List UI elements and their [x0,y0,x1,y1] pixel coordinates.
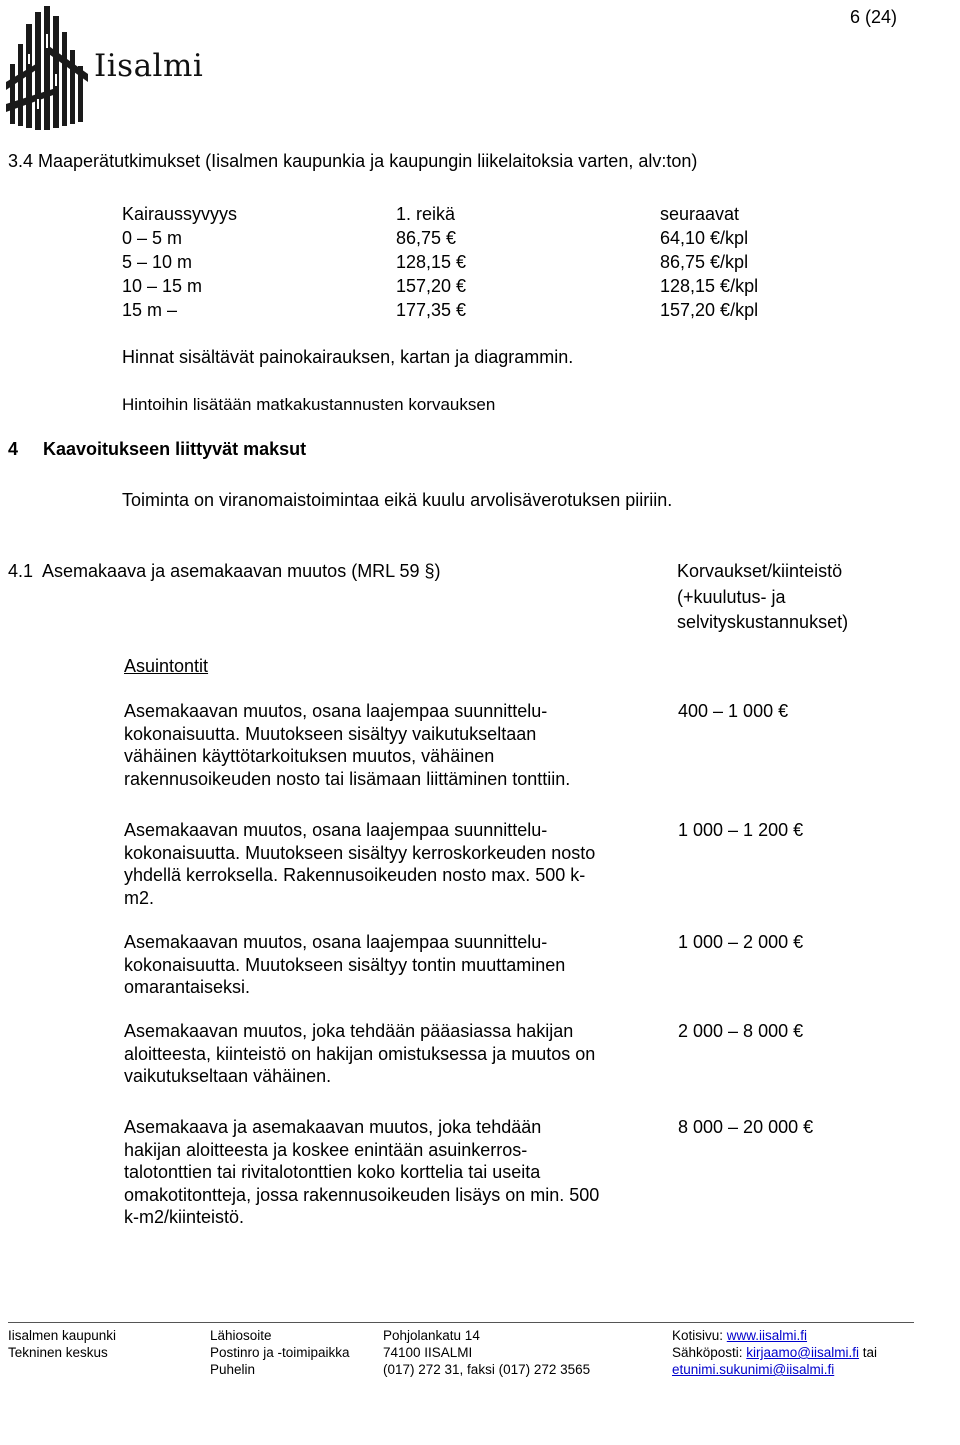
description-line: kokonaisuutta. Muutokseen sisältyy vaikutukseltaan [124,723,537,744]
table-cell-depth: 15 m – [122,300,178,320]
description-line: omarantaiseksi. [124,977,251,997]
table-cell-first: 157,20 € [396,276,467,296]
description-line: yhdellä kerroksella. Rakennusoikeuden nosto max. 500 k- [124,865,586,885]
fee-column-subheader: (+kuulutus- ja [677,587,786,607]
section-3-4-title: 3.4 Maaperätutkimukset (Iisalmen kaupunkia ja kaupungin liikelaitoksia varten, alv:ton) [8,151,698,171]
table-cell-depth: 10 – 15 m [122,276,203,296]
footer-text: (017) 272 31, faksi (017) 272 3565 [383,1362,591,1377]
description-line: omakotitontteja, jossa rakennusoikeuden lisäys on min. 500 [124,1184,600,1205]
email-label: Sähköposti: [672,1345,747,1360]
fee-item-description [124,931,654,999]
description-line: aloitteesta, kiinteistö on hakijan omistuksessa ja muutos on [124,1043,596,1064]
fee-item-description [124,1020,654,1088]
description-line: Asemakaavan muutos, osana laajempaa suunnittelu- [124,701,548,721]
fee-column-header: Korvaukset/kiinteistö [677,561,843,581]
description-line: rakennusoikeuden nosto tai lisämaan liittäminen tonttiin. [124,768,571,789]
footer-text: Iisalmen kaupunki [8,1328,117,1343]
vat-note: Toiminta on viranomaistoimintaa eikä kuulu arvolisäverotuksen piiriin. [122,490,673,510]
description-line: vähäinen käyttötarkoituksen muutos, vähäinen [124,746,495,766]
footer-organization [8,1327,116,1361]
email-suffix: tai [859,1345,878,1360]
fee-amount: 2 000 – 8 000 € [678,1021,804,1041]
footer-text: Pohjolankatu 14 [383,1328,480,1343]
section-4-1-title: 4.1 Asemakaava ja asemakaavan muutos (MRL 59 §) [8,561,441,581]
description-line: hakijan aloitteesta ja koskee enintään asuinkerros- [124,1139,528,1160]
homepage-link[interactable]: www.iisalmi.fi [726,1328,808,1343]
table-cell-first: 86,75 € [396,228,457,248]
iisalmi-logo [6,4,204,132]
footer-text: Lähiosoite [210,1328,272,1343]
table-cell-depth: 5 – 10 m [122,252,193,272]
table-header-following: seuraavat [660,204,740,224]
footer-email [672,1344,877,1361]
footer-divider [8,1322,914,1323]
footer-address-values [383,1327,590,1378]
travel-cost-note: Hintoihin lisätään matkakustannusten korvauksen [122,395,496,414]
footer-homepage [672,1327,877,1344]
description-line: Asemakaava ja asemakaavan muutos, joka tehdään [124,1117,542,1137]
logo-emblem-icon [6,4,96,132]
price-note: Hinnat sisältävät painokairauksen, kartan ja diagrammin. [122,347,574,367]
fee-column-subheader: selvityskustannukset) [677,612,849,632]
description-line: kokonaisuutta. Muutokseen sisältyy kerroskorkeuden nosto [124,842,596,863]
email-link[interactable]: kirjaamo@iisalmi.fi [746,1345,860,1360]
description-line: Asemakaavan muutos, osana laajempaa suunnittelu- [124,820,548,840]
description-line: Asemakaavan muutos, joka tehdään pääasiassa hakijan [124,1021,574,1041]
fee-amount: 1 000 – 2 000 € [678,932,804,952]
table-cell-following: 157,20 €/kpl [660,300,759,320]
fee-item-description [124,700,654,790]
section-4-title: 4 Kaavoitukseen liittyvät maksut [8,439,307,459]
table-cell-first: 177,35 € [396,300,467,320]
subheading-residential: Asuintontit [124,656,209,676]
fee-item-description [124,1116,654,1229]
table-cell-first: 128,15 € [396,252,467,272]
description-line: kokonaisuutta. Muutokseen sisältyy tontin muuttaminen [124,954,566,975]
description-line: m2. [124,887,155,908]
footer-text: Postinro ja -toimipaikka [210,1345,350,1360]
table-cell-depth: 0 – 5 m [122,228,183,248]
fee-amount: 1 000 – 1 200 € [678,820,804,840]
table-header-depth: Kairaussyvyys [122,204,238,224]
description-line: talotonttien tai rivitalotonttien koko korttelia tai useita [124,1162,541,1182]
table-header-first-hole: 1. reikä [396,204,456,224]
fee-item-description [124,819,654,909]
footer-text: Tekninen keskus [8,1345,108,1360]
homepage-label: Kotisivu: [672,1328,727,1343]
footer-text: 74100 IISALMI [383,1345,473,1360]
table-cell-following: 64,10 €/kpl [660,228,749,248]
description-line: vaikutukseltaan vähäinen. [124,1066,332,1086]
description-line: k-m2/kiinteistö. [124,1207,245,1227]
table-cell-following: 86,75 €/kpl [660,252,749,272]
footer-text: Puhelin [210,1362,256,1377]
logo-wordmark: Iisalmi [94,48,204,84]
personal-email-link[interactable]: etunimi.sukunimi@iisalmi.fi [672,1362,835,1377]
page-number: 6 (24) [850,7,898,27]
fee-amount: 8 000 – 20 000 € [678,1117,814,1137]
footer-contact [672,1327,877,1378]
description-line: Asemakaavan muutos, osana laajempaa suunnittelu- [124,932,548,952]
fee-amount: 400 – 1 000 € [678,701,789,721]
footer-address-labels [210,1327,350,1378]
table-cell-following: 128,15 €/kpl [660,276,759,296]
